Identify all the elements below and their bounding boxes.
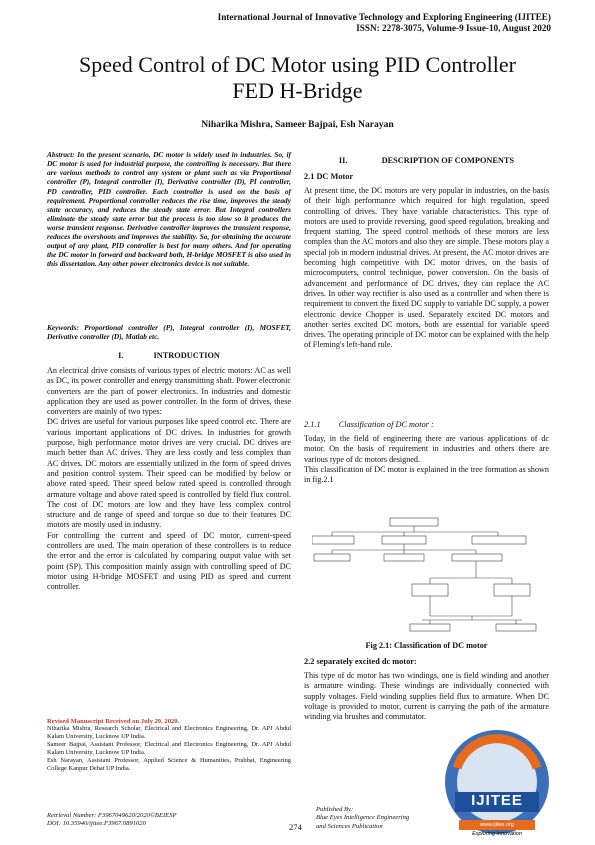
author-footnotes — [47, 718, 291, 774]
tree-node-permanent-magnet — [472, 536, 526, 544]
footnote-author-3: Esh Narayan, Assistant Professor, Applied Science & Humanities, Prabhat, Engineering College Kanpur Dehat UP India. — [47, 757, 291, 773]
description-heading-number: II. — [338, 156, 348, 165]
figure-caption: Fig 2.1: Classification of DC motor — [365, 641, 488, 650]
description-heading-text: DESCRIPTION OF COMPONENTS — [381, 156, 515, 165]
tree-node-differential-compound — [494, 584, 530, 596]
footer-left — [47, 812, 177, 829]
tree-node-self-excited — [382, 536, 426, 544]
journal-name: International Journal of Innovative Technology and Exploring Engineering (IJITEE) — [217, 12, 551, 22]
section-2-1-1-heading — [304, 420, 549, 429]
tree-node-shunt-wound — [314, 554, 350, 561]
publisher-name-1: Blue Eyes Intelligence Engineering — [316, 814, 410, 822]
logo-text: IJITEE — [471, 792, 523, 809]
introduction-heading-text: INTRODUCTION — [153, 351, 220, 360]
publisher-name-2: and Sciences Publication — [316, 822, 383, 830]
introduction-heading — [47, 351, 291, 360]
logo-tagline: Exploring Innovation — [472, 831, 522, 837]
retrieval-number: Retrieval Number: F3967049620/2020©BEIESP — [47, 812, 177, 819]
ijitee-logo — [441, 728, 553, 840]
figure-2-1-diagram — [312, 516, 542, 636]
keywords: Keywords: Proportional controller (P), Integral controller (I), MOSFET, Derivative controller (D), Matlab etc. — [47, 323, 291, 342]
section-2-1-1-paragraph-1: Today, in the field of engineering there are various applications of dc motor. On the basis of requirement in industries and others there are various type of dc motors designed. — [304, 434, 549, 464]
page-number: 274 — [289, 822, 302, 832]
section-2-1-1-body — [304, 434, 549, 485]
paper-title — [40, 52, 555, 104]
tree-node-long-shunt — [496, 624, 536, 631]
publisher-block — [316, 806, 409, 831]
paper-title-line1: Speed Control of DC Motor using PID Controller — [79, 52, 516, 77]
revised-note: Revised Manuscript Received on July 29, 2020. — [47, 718, 180, 725]
tree-node-root — [390, 518, 438, 526]
published-by: Published By: — [316, 806, 354, 813]
tree-node-separately-excited — [312, 536, 354, 544]
description-heading — [304, 156, 549, 165]
authors: Niharika Mishra, Sameer Bajpai, Esh Narayan — [201, 119, 394, 130]
intro-paragraph-1: An electrical drive consists of various types of electric motors: AC as well as DC, its power controller and energy transmitting shaft. Power electronic converters are the part of power electronics. In industries and domestic application they are used as power controller. In the form of drives, these converters are mainly of two types: — [47, 366, 291, 417]
tree-node-series-wound — [384, 554, 424, 561]
footnote-author-2: Sameer Bajpai, Assistant Professor, Electrical and Electronics Engineering, Dr. APJ Abdul Kalam University, Lucknow UP India. — [47, 741, 291, 757]
section-2-2-body: This type of dc motor has two windings, one is field winding and another is armature winding. These windings are individually connected with supply voltages. Field winding supplies field flux to armature. When DC voltage is provided to motor, current is carrying the path of the armature winding via brushes and commutator. — [304, 671, 549, 722]
tree-node-cumulative-compound — [412, 584, 448, 596]
section-2-1-1-number: 2.1.1 — [304, 420, 321, 429]
introduction-heading-number: I. — [118, 351, 124, 360]
section-2-1-heading: 2.1 DC Motor — [304, 172, 354, 181]
section-2-1-1-title: Classification of DC motor : — [338, 420, 434, 429]
footnote-author-1: Niharika Mishra, Research Scholar, Electrical and Electronics Engineering, Dr. APJ Abdul Kalam University, Lucknow UP India. — [47, 725, 291, 741]
journal-issn: ISSN: 2278-3075, Volume-9 Issue-10, August 2020 — [356, 23, 551, 33]
section-2-2-heading: 2.2 separately excited dc motor: — [304, 657, 417, 666]
tree-node-short-shunt — [410, 624, 450, 631]
journal-header — [218, 12, 551, 34]
doi: DOI: 10.35940/ijitee.F3967.0891020 — [47, 820, 146, 828]
tree-node-compound-wound — [452, 554, 502, 561]
intro-paragraph-3: For controlling the current and speed of DC motor, current-speed controllers are used. The main operation of these controllers is to reduce the error and the error is calculated by comparing output value with set point (SP). This composition mainly assign with controlling speed of DC motor using H-bridge MOSFET and using PID as speed and current controller. — [47, 530, 291, 592]
paper-title-line2: FED H-Bridge — [232, 78, 363, 103]
introduction-body — [47, 366, 291, 593]
section-2-1-body: At present time, the DC motors are very popular in industries, on the basis of their high performance which required for high regulation, speed controlling of drives. They have variable characteristics. This type of motors are used to provide reversing, good speed regulation, breaking and frequent starting. The speed control methods of these motors are less complex than the AC motors and also they are simple. These motors play a special job in modern industrial drives. At present, the AC motor drives are becoming high competitive with DC motor drives, on the basis of microcomputers, control technique, power conversion. On the basis of advancement and performance of DC drives, they can replace the AC drives. In other way rectifier is also used as a controller and when there is requirement to convert the fixed DC supply to variable DC supply, a power electronic device Chopper is used. Separately excited DC motors and another series excited DC motors, both are essential for variable speed drives. The operating principle of DC motor can be explained with the help of Fleming's left-hand rule. — [304, 186, 549, 350]
intro-paragraph-2: DC drives are useful for various purposes like speed control etc. There are various important applications of DC drives. In industries for growth purpose, high performance motor drives are very crucial. DC drives are much better than AC drives. They are less costly and less complex than AC drives. DC motors are essentially utilized in the form of speed drives and position control system. Their speed can be modified by below or above rated speed. Their speed below rated speed is controlled through armature voltage and above rated speed is controlled by field flux control. The cost of DC motors are low and they have less complex control structure and de range of speed and torque so due to their features DC motors are mostly used in industry. — [47, 417, 291, 530]
section-2-1-1-paragraph-2: This classification of DC motor is explained in the tree formation as shown in fig.2.1 — [304, 464, 549, 485]
classification-tree — [312, 516, 542, 636]
logo-url: www.ijitee.org — [480, 822, 514, 828]
abstract: Abstract: In the present scenario, DC motor is widely used in industries. So, if DC motor is used for industrial purpose, the controlling is necessary. But there are various methods to control any system or plant such as via Proportional controller (P), Integral controller (I), Derivative controller (D), PI controller, PD controller, PID controller. Each controller is used on the basis of requirement. Proportional controller reduces the rise time, improves the steady state accuracy, and reduces the steady state error. But Integral controllers eliminate the steady state error but the process is too slow so it produces the worse transient response. Derivative controller improves the transient response, reduces the overshoots and improves the stability. So, for obtaining the accurate output of any plant, PID controller is best for many others. And for operating the DC motor in forward and backward both, H-bridge MOSFET is also used in this dissertation. Any other power electronics device is not suitable. — [47, 150, 291, 268]
